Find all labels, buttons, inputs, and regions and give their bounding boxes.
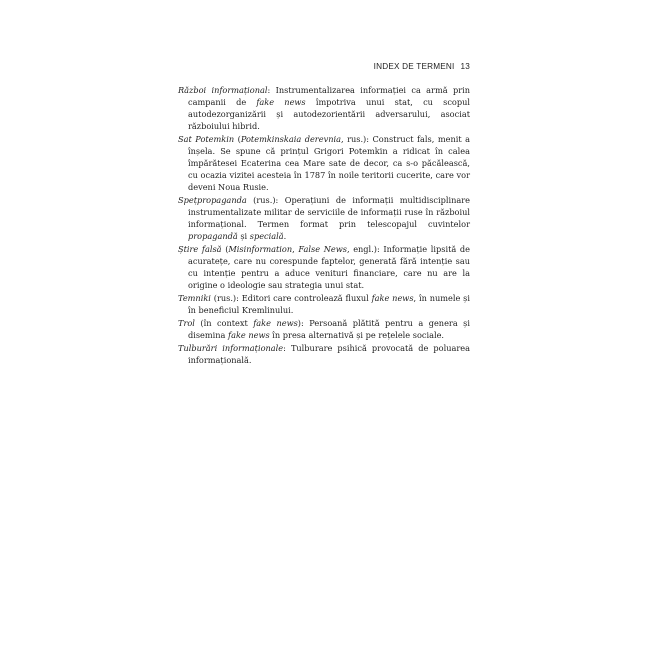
entry-definition: (în context xyxy=(194,318,254,328)
entry-italic-term: fake news xyxy=(253,318,298,328)
glossary-entry-razboi-informational xyxy=(178,84,470,132)
entry-definition: în presa alternativă și pe rețelele sociale. xyxy=(269,330,445,340)
entry-definition: ( xyxy=(221,244,229,254)
entry-definition: (rus.): Operațiuni de informații multidisciplinare instrumentalizate militar de serviciile de informații ruse în războiul informațional. Termen format prin telescopajul cuvintelor xyxy=(188,195,470,229)
glossary-entry-sat-potemkin xyxy=(178,133,470,193)
glossary-entry-tulburari-informationale xyxy=(178,342,470,366)
entry-definition: împotriva unui stat, cu scopul autodezorganizării și autodezorientării adversarului, asociat războiului hibrid. xyxy=(188,97,470,131)
entry-definition: , rus.): Construct fals, menit a înșela. Se spune că prințul Grigori Potemkin a ridicat în calea împărătesei Ecaterina cea Mare sate de decor, ca s-o păcălească, cu ocazia vizitei acesteia în 1787 în noile teritorii cucerite, care vor deveni Noua Rusie. xyxy=(188,134,470,192)
glossary-entry-stire-falsa xyxy=(178,243,470,291)
entry-definition: , xyxy=(292,244,299,254)
entry-definition: , engl.): Informație lipsită de acuratețe, care nu corespunde faptelor, generată fără intenție sau cu intenție pentru a aduce venituri financiare, care nu are la origine o ideologie sau strategia unui stat. xyxy=(188,244,470,290)
entry-italic-term: propagandă xyxy=(188,231,238,241)
entry-term: Sat Potemkin xyxy=(178,134,235,144)
entry-italic-term: Potemkinskaia derevnia xyxy=(240,134,341,144)
entry-definition: și xyxy=(237,231,250,241)
entry-definition: ): Persoană plătită pentru a genera și disemina xyxy=(188,318,470,340)
entry-definition: (rus.): Editori care controlează fluxul xyxy=(210,293,372,303)
entry-definition: : Tulburare psihică provocată de poluarea informațională. xyxy=(188,343,470,365)
entry-italic-term: specială xyxy=(249,231,284,241)
glossary-entry-temniki xyxy=(178,292,470,316)
glossary-entries xyxy=(178,84,470,366)
entry-term: Știre falsă xyxy=(178,244,222,254)
header-title: INDEX DE TERMENI xyxy=(373,62,455,71)
entry-italic-term: False News xyxy=(298,244,347,254)
entry-definition: , în numele și în beneficiul Kremlinului. xyxy=(188,293,470,315)
entry-definition: . xyxy=(283,231,287,241)
entry-term: Temniki xyxy=(178,293,211,303)
entry-italic-term: fake news xyxy=(228,330,270,340)
entry-definition: : Instrumentalizarea informației ca armă prin campanii de xyxy=(188,85,470,107)
running-header xyxy=(178,62,470,71)
entry-term: Trol xyxy=(178,318,195,328)
entry-italic-term: fake news xyxy=(256,97,306,107)
glossary-entry-trol xyxy=(178,317,470,341)
page-number: 13 xyxy=(460,62,470,71)
entry-term: Război informațional xyxy=(178,85,268,95)
glossary-entry-spetpropaganda xyxy=(178,194,470,242)
entry-definition: ( xyxy=(234,134,241,144)
entry-term: Spețpropaganda xyxy=(178,195,247,205)
entry-italic-term: fake news xyxy=(371,293,414,303)
entry-italic-term: Misinformation xyxy=(228,244,293,254)
entry-term: Tulburări informaționale xyxy=(178,343,284,353)
